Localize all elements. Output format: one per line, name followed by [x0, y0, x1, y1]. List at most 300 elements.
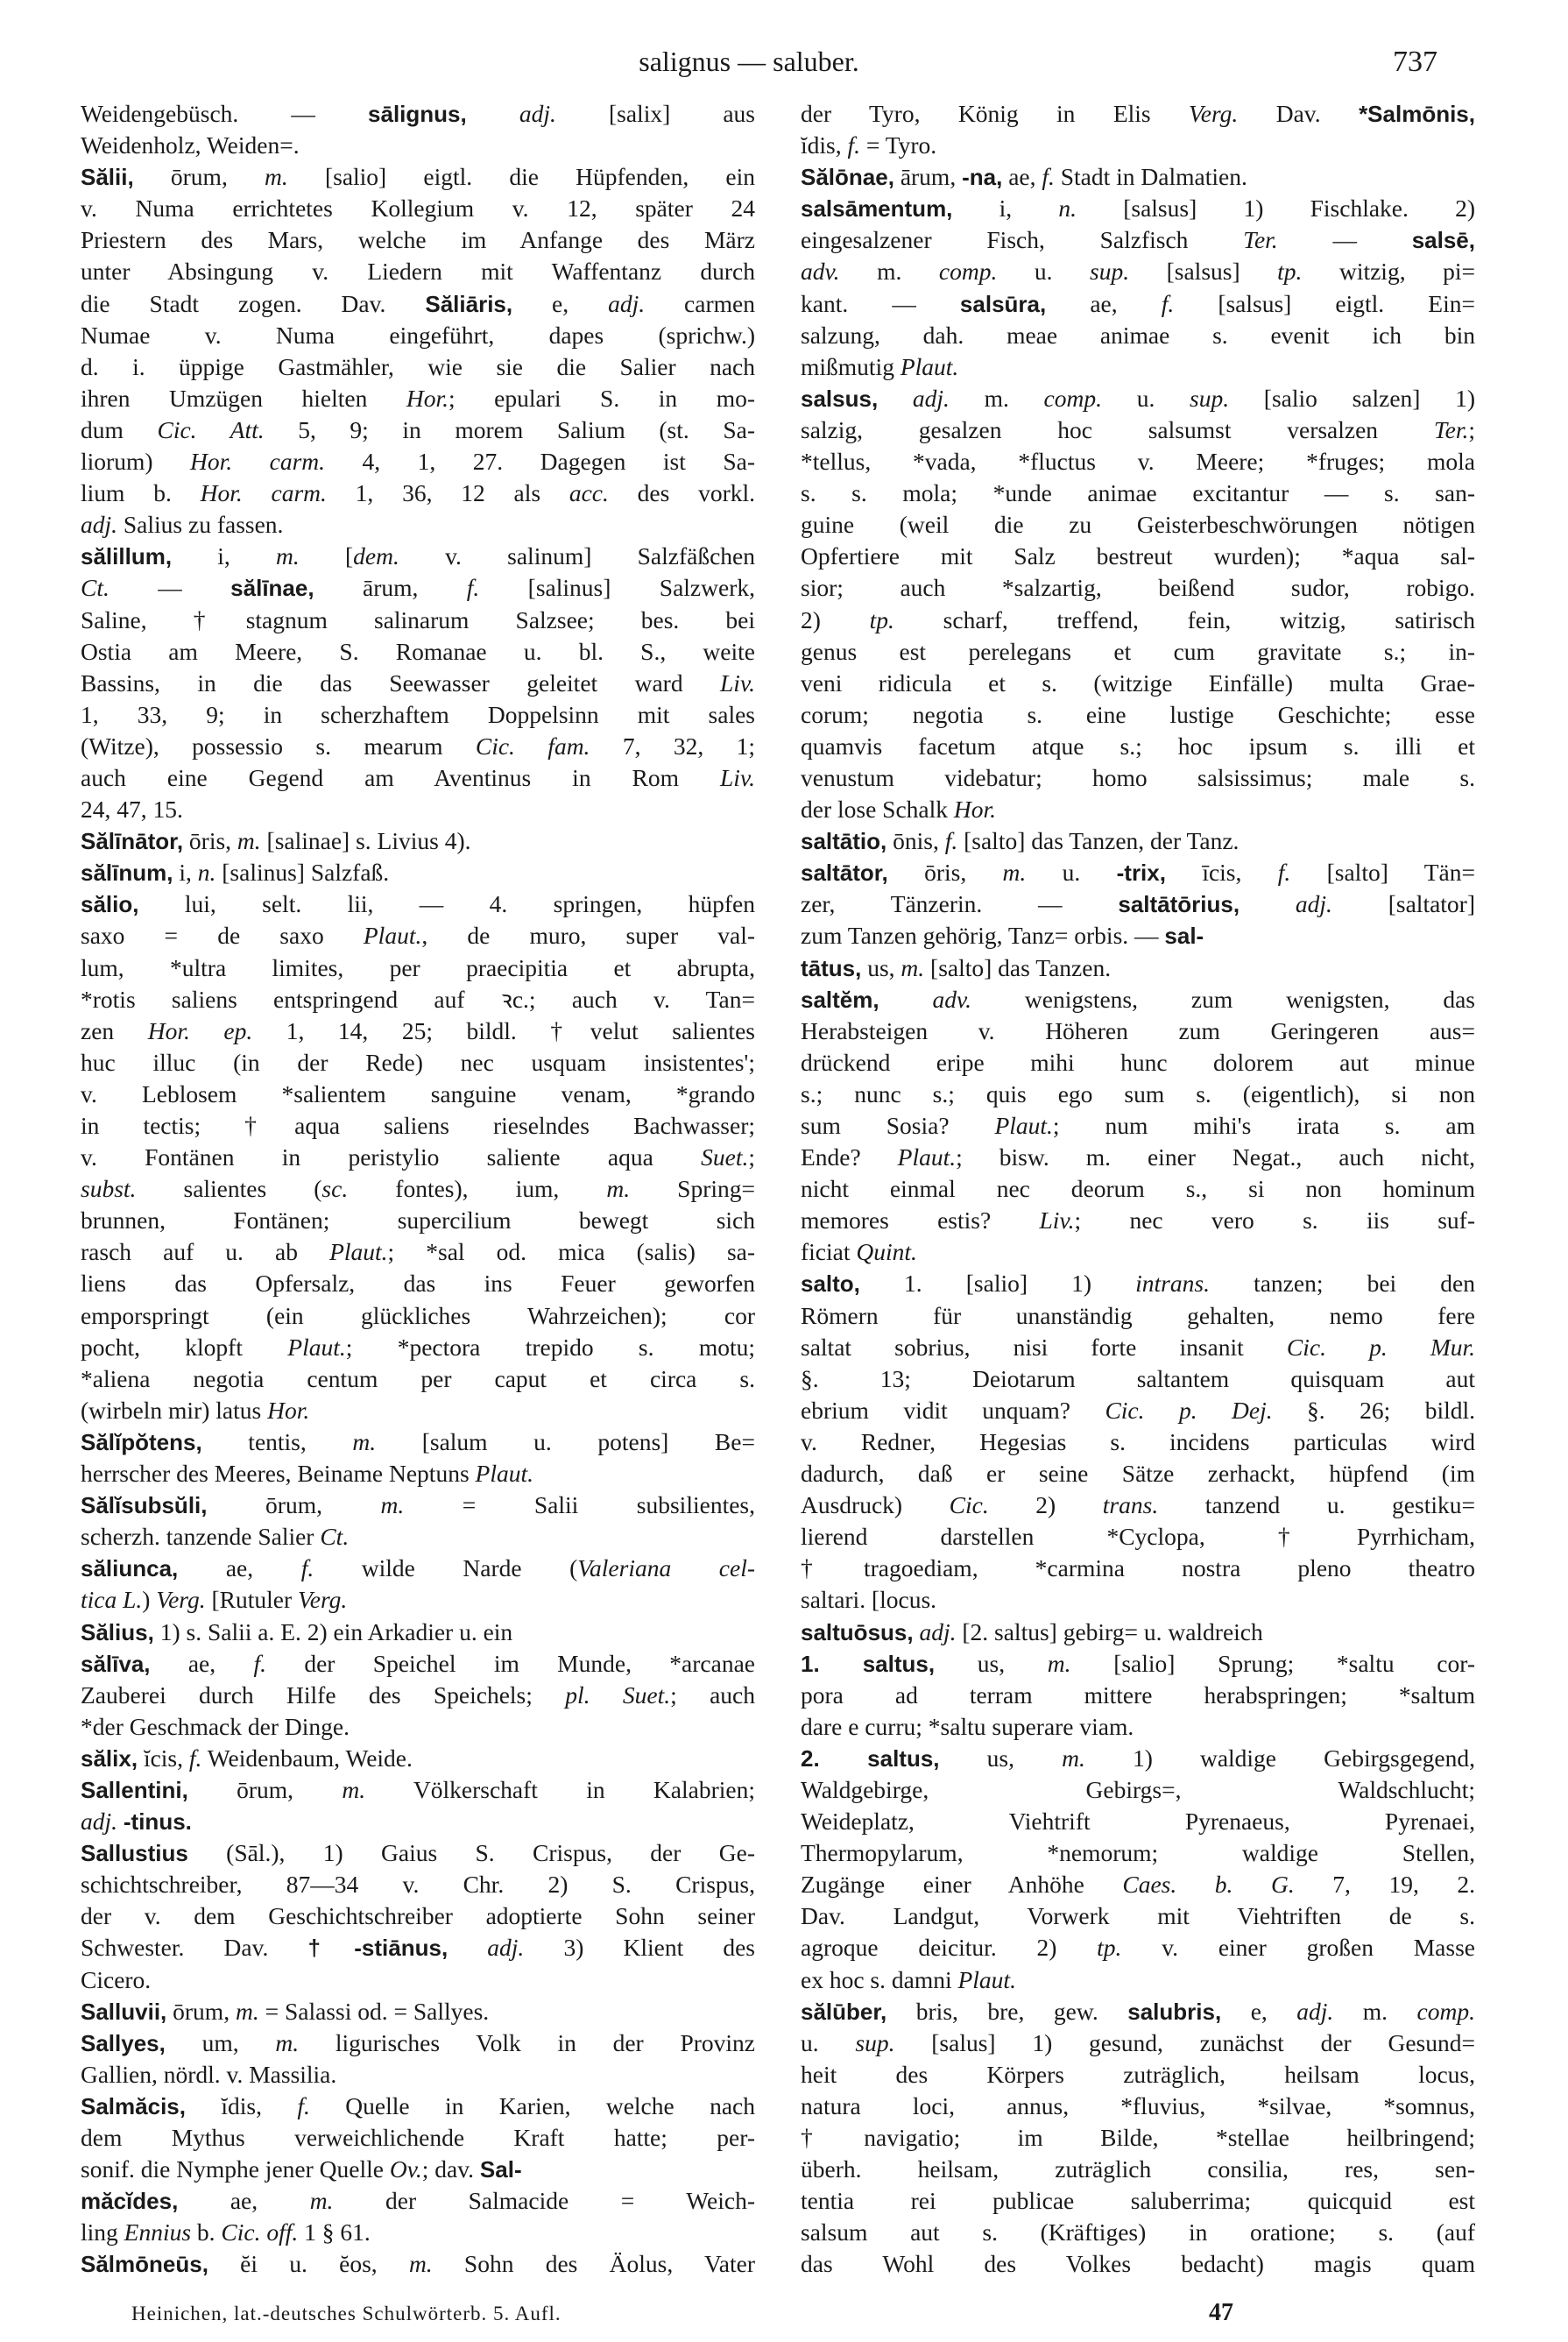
italic-text: Liv. — [720, 763, 755, 791]
text-run: brunnen, Fontänen; supercilium bewegt sich — [81, 1206, 755, 1235]
text-line — [801, 1268, 1475, 1299]
text-line — [81, 161, 755, 193]
text-run: salsum aut s. (Kräftiges) in oratione; s. (auf — [801, 2218, 1475, 2246]
text-line — [801, 1806, 1475, 1837]
text-line — [801, 920, 1475, 952]
text-line — [81, 2027, 755, 2059]
text-line — [801, 1047, 1475, 1079]
text-run: ihren Umzügen hielten — [81, 384, 406, 412]
italic-text: Cic. off. — [221, 2218, 299, 2246]
headword: salsus, — [801, 385, 879, 412]
text-line — [81, 2059, 755, 2091]
text-line — [801, 1079, 1475, 1110]
text-run: ; *sal od. mica (salis) sa- — [387, 1238, 755, 1266]
italic-text: m. — [237, 827, 261, 855]
headword: sălīnae, — [230, 575, 314, 602]
text-line — [81, 825, 755, 857]
text-run: saltari. [locus. — [801, 1586, 937, 1614]
text-run: 7, 32, 1; — [590, 732, 755, 760]
text-run: Weidenbaum, Weide. — [201, 1744, 413, 1772]
italic-text: adv. — [801, 258, 840, 286]
text-line — [81, 383, 755, 414]
text-line — [81, 1837, 755, 1869]
italic-text: m. — [265, 163, 288, 191]
headword: -na, — [962, 164, 1003, 191]
text-run: [salsus] — [1129, 258, 1278, 286]
text-run: ĕi u. ĕos, — [208, 2250, 409, 2278]
italic-text: adj. — [1295, 890, 1332, 918]
text-line — [801, 1869, 1475, 1900]
text-line — [801, 1932, 1475, 1963]
text-run: ; epulari S. in mo- — [449, 384, 755, 412]
text-run: ; — [1468, 415, 1475, 443]
text-run: v. salinum] Salzfäßchen — [399, 542, 755, 570]
italic-text: Ct. — [81, 574, 109, 602]
text-run: 1, 14, 25; bildl. †velut salientes — [252, 1016, 755, 1044]
italic-text: Plaut. — [900, 352, 959, 380]
italic-text: Ennius — [124, 2218, 192, 2246]
italic-text: m. — [606, 1175, 631, 1203]
text-run: ficiat — [801, 1238, 857, 1266]
text-run: u. — [997, 258, 1091, 286]
text-run: huc illuc (in der Rede) nec usquam insistentes'; — [81, 1048, 755, 1076]
text-run: Weidenholz, Weiden=. — [81, 131, 300, 159]
italic-text: adj. — [519, 100, 556, 127]
headword: saltātōrius, — [1118, 891, 1240, 918]
text-run: e, — [512, 289, 609, 317]
headword: sălio, — [81, 891, 139, 918]
text-run: der Tyro, König in Elis — [801, 100, 1190, 127]
text-line — [81, 1584, 755, 1616]
text-run: drückend eripe mihi hunc dolorem aut minue — [801, 1048, 1475, 1076]
text-line — [801, 1837, 1475, 1869]
text-run: us, — [935, 1649, 1048, 1677]
text-line — [801, 2122, 1475, 2154]
text-line — [801, 825, 1475, 857]
text-line — [801, 478, 1475, 509]
text-run: pocht, klopft — [81, 1333, 288, 1361]
text-run: ae, — [178, 2187, 310, 2215]
text-run: ĭcis, — [138, 1744, 189, 1772]
text-run: ōrum, — [207, 1491, 381, 1519]
text-run: 2) — [801, 605, 870, 633]
text-line — [81, 1932, 755, 1963]
text-line — [801, 130, 1475, 161]
text-run — [448, 1934, 487, 1961]
text-run: 2) — [988, 1491, 1103, 1519]
text-line — [81, 572, 755, 604]
text-line — [81, 857, 755, 888]
text-run: 4, 1, 27. Dagegen ist Sa- — [325, 448, 755, 476]
headword: salubris, — [1127, 1998, 1222, 2025]
headword: 1. saltus, — [801, 1650, 936, 1677]
italic-text: Hor. — [406, 384, 449, 412]
text-line — [81, 1743, 755, 1774]
text-run: ārum, — [314, 574, 467, 602]
text-line — [81, 193, 755, 224]
text-run: v. Redner, Hegesias s. incidens particulas wird — [801, 1427, 1475, 1455]
text-run: mißmutig — [801, 352, 901, 380]
text-line — [81, 446, 755, 478]
text-run: heit des Körpers zuträglich, heilsam locus, — [801, 2060, 1475, 2088]
italic-text: f. — [1042, 163, 1055, 191]
text-line — [81, 605, 755, 636]
text-run: 5, 9; in morem Salium (st. Sa- — [264, 415, 755, 443]
text-line — [81, 1047, 755, 1079]
text-run: (Witze), possessio s. mearum — [81, 732, 476, 760]
italic-text: m. — [235, 1997, 259, 2025]
headword: sālignus, — [368, 101, 467, 127]
italic-text: sup. — [1190, 384, 1230, 412]
italic-text: m. — [408, 2250, 433, 2278]
italic-text: adv. — [932, 985, 972, 1013]
text-run: ōnis, — [886, 827, 945, 855]
text-run: u. — [801, 2028, 856, 2056]
text-line — [81, 256, 755, 287]
text-run: ; dav. — [421, 2155, 480, 2183]
text-run: Numae v. Numa eingeführt, dapes (sprichw.) — [81, 321, 755, 349]
text-run: [salto] Tän= — [1290, 859, 1475, 887]
italic-text: Hor. carm. — [200, 479, 327, 507]
text-run: emporspringt (ein glückliches Wahrzeichen); cor — [81, 1301, 755, 1329]
text-run: zen — [81, 1016, 148, 1044]
text-run: tentia rei publicae saluberrima; quicquid est — [801, 2187, 1475, 2215]
text-run: [salio salzen] 1) — [1229, 384, 1475, 412]
italic-text: Plaut. — [363, 922, 422, 950]
text-line — [801, 1553, 1475, 1584]
text-run: †tragoediam, *carmina nostra pleno theatro — [801, 1554, 1475, 1582]
text-run: ōris, — [183, 827, 237, 855]
text-run: sonif. die Nymphe jener Quelle — [81, 2155, 390, 2183]
text-line — [801, 1426, 1475, 1458]
text-run: Schwester. Dav. — [81, 1934, 308, 1962]
text-line — [801, 2027, 1475, 2059]
headword: Sălii, — [81, 164, 134, 191]
text-run: Dav. — [1238, 100, 1360, 127]
text-line — [801, 888, 1475, 920]
text-run: *tellus, *vada, *fluctus v. Meere; *fruges; mola — [801, 448, 1475, 476]
text-run: (wirbeln mir) latus — [81, 1396, 268, 1424]
text-run: dem Mythus verweichlichende Kraft hatte; per- — [81, 2124, 755, 2151]
text-line — [81, 2091, 755, 2122]
text-line — [801, 1236, 1475, 1268]
text-run: rasch auf u. ab — [81, 1238, 330, 1266]
headword: saltātio, — [801, 828, 887, 855]
text-run: der Speichel im Munde, *arcanae — [266, 1649, 755, 1677]
text-run: corum; negotia s. eine lustige Geschichte; esse — [801, 700, 1475, 728]
text-run: der lose Schalk — [801, 796, 954, 824]
text-line — [81, 320, 755, 351]
text-run: — — [109, 574, 231, 602]
text-line — [801, 1142, 1475, 1173]
text-run: i, — [172, 542, 277, 570]
text-run: — — [1277, 226, 1412, 254]
text-run: i, — [173, 859, 198, 887]
text-line — [801, 509, 1475, 541]
text-run: quamvis facetum atque s.; hoc ipsum s. illi et — [801, 732, 1475, 760]
text-line — [81, 414, 755, 446]
text-run: pora ad terram mittere herabspringen; *saltum — [801, 1680, 1475, 1709]
italic-text: Cic. fam. — [475, 732, 590, 760]
text-line — [81, 1236, 755, 1268]
italic-text: Plaut. — [475, 1460, 533, 1488]
text-line — [81, 984, 755, 1015]
headword: sălūber, — [801, 1998, 887, 2025]
text-run: 1. [salio] 1) — [859, 1270, 1136, 1298]
text-line — [801, 1617, 1475, 1648]
italic-text: m. — [901, 953, 925, 981]
italic-text: m. — [1002, 859, 1027, 887]
text-run: (Sāl.), 1) Gaius S. Crispus, der Ge- — [187, 1839, 755, 1867]
text-run: salzig, gesalzen hoc salsumst versalzen — [801, 415, 1434, 443]
italic-text: adj. — [81, 1808, 118, 1836]
headword: Sallustius — [81, 1840, 188, 1867]
italic-text: comp. — [938, 258, 998, 286]
italic-text: Cic. p. Mur. — [1286, 1333, 1475, 1361]
headword: Sălĭsubsŭli, — [81, 1492, 208, 1519]
text-line — [801, 351, 1475, 383]
text-run: m. — [1333, 1997, 1417, 2025]
text-run: ; nec vero s. iis suf- — [1074, 1206, 1475, 1235]
italic-text: Hor. — [953, 796, 997, 824]
text-run: salientes ( — [136, 1175, 322, 1203]
text-run: Opfertiere mit Salz bestreut wurden); *aqua sal- — [801, 542, 1475, 570]
text-line — [81, 478, 755, 509]
text-line — [801, 2059, 1475, 2091]
text-line — [801, 541, 1475, 572]
text-run: b. — [191, 2218, 222, 2246]
text-line — [81, 541, 755, 572]
text-line — [81, 2122, 755, 2154]
text-run: des vorkl. — [608, 479, 755, 507]
text-run: [salinae] s. Livius 4). — [260, 827, 471, 855]
headword: saltātor, — [801, 860, 888, 887]
text-run: Ende? — [801, 1143, 898, 1171]
text-line — [81, 1332, 755, 1363]
headword: tātus, — [801, 954, 862, 981]
text-line — [81, 731, 755, 762]
text-run: scharf, treffend, fein, witzig, satirisch — [893, 605, 1475, 633]
text-line — [801, 857, 1475, 888]
text-run: ĭdis, — [801, 131, 848, 159]
text-run: guine (weil die zu Geisterbeschwörungen nötigen — [801, 511, 1475, 539]
text-line — [801, 1015, 1475, 1047]
text-line — [801, 2185, 1475, 2217]
text-run: liens das Opfersalz, das ins Feuer geworfen — [81, 1270, 755, 1298]
italic-text: sup. — [1090, 258, 1130, 286]
text-line — [81, 668, 755, 699]
text-line — [801, 952, 1475, 984]
text-run: ae, — [178, 1554, 301, 1582]
text-run: m. — [949, 384, 1044, 412]
text-run: 3) Klient des — [524, 1934, 755, 1962]
text-run: 1, 33, 9; in scherzhaftem Doppelsinn mit sales — [81, 700, 755, 728]
headword: sălīnum, — [81, 860, 173, 887]
text-line — [81, 762, 755, 794]
headword: -trix, — [1116, 860, 1166, 887]
text-line — [81, 920, 755, 952]
text-run: ae, — [150, 1649, 254, 1677]
text-line — [81, 1142, 755, 1173]
left-column — [81, 98, 755, 2280]
text-line — [801, 1648, 1475, 1680]
text-run: *rotis saliens entspringend auf ꝛc.; auch v. Tan= — [81, 985, 755, 1013]
text-run: v. Fontänen in peristylio saliente aqua — [81, 1143, 702, 1171]
text-line — [801, 256, 1475, 287]
text-run: ae, — [1002, 163, 1042, 191]
text-run: Ostia am Meere, S. Romanae u. bl. S., weite — [81, 637, 755, 665]
text-line — [81, 1964, 755, 1996]
headword: sălix, — [81, 1744, 138, 1772]
text-line — [81, 1869, 755, 1900]
italic-text: Hor. ep. — [147, 1016, 253, 1044]
text-run: überh. heilsam, zuträglich consilia, res, sen- — [801, 2155, 1475, 2183]
headword: salsāmentum, — [801, 195, 953, 223]
text-run: Weideplatz, Viehtrift Pyrenaeus, Pyrenaei, — [801, 1808, 1475, 1836]
text-run: carmen — [645, 289, 755, 317]
text-run: [salto] das Tanzen. — [924, 953, 1112, 981]
text-line — [81, 699, 755, 731]
text-run: ; auch — [670, 1680, 755, 1709]
text-run: v. einer großen Masse — [1121, 1934, 1475, 1962]
text-line — [801, 2091, 1475, 2122]
text-run: veni ridicula et s. (witzige Einfälle) multa Grae- — [801, 669, 1475, 697]
italic-text: Cic. Att. — [157, 415, 265, 443]
italic-text: Valeriana cel- — [577, 1554, 755, 1582]
text-line — [801, 1395, 1475, 1426]
text-line — [81, 1173, 755, 1205]
text-run — [467, 100, 519, 127]
text-line — [801, 2248, 1475, 2280]
text-line — [801, 2217, 1475, 2248]
italic-text: Plaut. — [994, 1112, 1053, 1139]
headword: salsūra, — [959, 290, 1047, 317]
text-run: Weidengebüsch. — — [81, 100, 369, 127]
text-run — [117, 1808, 124, 1835]
text-run: 1) waldige Gebirgsgegend, — [1084, 1744, 1475, 1772]
text-run: zer, Tänzerin. — — [801, 890, 1119, 918]
headword: Sallentini, — [81, 1776, 188, 1803]
italic-text: adj. — [81, 511, 118, 539]
text-run: zum Tanzen gehörig, Tanz= orbis. — — [801, 922, 1165, 950]
text-run: ; bisw. m. einer Negat., auch nicht, — [956, 1143, 1475, 1171]
text-run: [salio] eigtl. die Hüpfenden, ein — [287, 163, 755, 191]
text-line — [801, 794, 1475, 825]
text-run: natura loci, annus, *fluvius, *silvae, *somnus, — [801, 2091, 1475, 2119]
headword: Sallyes, — [81, 2029, 166, 2056]
italic-text: comp. — [1043, 384, 1102, 412]
text-run: ōris, — [887, 859, 1003, 887]
headword: sal- — [1164, 923, 1204, 950]
text-run: §. 13; Deiotarum saltantem quisquam aut — [801, 1364, 1475, 1392]
text-run: [salio] Sprung; *saltu cor- — [1070, 1649, 1475, 1677]
italic-text: Caes. b. G. — [1122, 1871, 1295, 1899]
italic-text: adj. — [912, 384, 950, 412]
italic-text: m. — [342, 1775, 366, 1803]
text-run: ae, — [1046, 289, 1162, 317]
text-run: lierend darstellen *Cyclopa, †Pyrrhicham, — [801, 1523, 1475, 1551]
text-line — [81, 1900, 755, 1932]
italic-text: Ter. — [1243, 226, 1278, 254]
text-run: §. 26; bildl. — [1272, 1396, 1475, 1424]
italic-text: Ov. — [389, 2155, 422, 2183]
page-number: 737 — [1393, 46, 1437, 78]
italic-text: tp. — [1277, 258, 1303, 286]
italic-text: Liv. — [720, 669, 755, 697]
text-run: in tectis; †aqua saliens rieselndes Bachwasser; — [81, 1112, 755, 1139]
text-line — [81, 1489, 755, 1521]
text-run: salzung, dah. meae animae s. evenit ich bin — [801, 321, 1475, 349]
headword: saltĕm, — [801, 986, 879, 1013]
text-run: tentis, — [201, 1427, 353, 1455]
headword: Sălĭpŏtens, — [81, 1428, 202, 1455]
text-run: Stadt in Dalmatien. — [1054, 163, 1247, 191]
text-run: schichtschreiber, 87—34 v. Chr. 2) S. Crispus, — [81, 1871, 755, 1899]
text-run: Priestern des Mars, welche im Anfange des März — [81, 226, 755, 254]
text-run: Thermopylarum, *nemorum; waldige Stellen, — [801, 1839, 1475, 1867]
text-line — [81, 2185, 755, 2217]
text-run: ; num mihi's irata s. am — [1052, 1112, 1475, 1139]
text-run: Salius zu fassen. — [117, 511, 284, 539]
text-line — [81, 1426, 755, 1458]
text-run: liorum) — [81, 448, 190, 476]
text-line — [81, 98, 755, 130]
headword: saltuōsus, — [801, 1618, 914, 1645]
text-line — [81, 1617, 755, 1648]
text-run: eingesalzener Fisch, Salzfisch — [801, 226, 1244, 254]
italic-text: m. — [380, 1491, 405, 1519]
italic-text: tica L. — [81, 1586, 143, 1614]
italic-text: Hor. — [267, 1396, 310, 1424]
text-run: †navigatio; im Bilde, *stellae heilbringend; — [801, 2124, 1475, 2151]
text-run: wenigstens, zum wenigsten, das — [971, 985, 1475, 1013]
text-line — [801, 193, 1475, 224]
text-run: 1 § 61. — [298, 2218, 371, 2246]
text-run: [salinus] Salzfaß. — [215, 859, 390, 887]
text-line — [801, 668, 1475, 699]
text-run — [878, 385, 913, 412]
headword: -tinus. — [123, 1808, 192, 1836]
italic-text: Liv. — [1039, 1206, 1075, 1235]
text-line — [801, 1743, 1475, 1774]
text-run: Spring= — [630, 1175, 755, 1203]
text-line — [801, 1584, 1475, 1616]
headword: Salmăcis, — [81, 2092, 186, 2119]
text-run: auch eine Gegend am Aventinus in Rom — [81, 763, 721, 791]
text-line — [801, 1680, 1475, 1711]
headword: salto, — [801, 1270, 860, 1298]
italic-text: Ct. — [320, 1523, 350, 1551]
italic-text: f. — [1161, 289, 1175, 317]
text-run: Saline, †stagnum salinarum Salzsee; bes. bei — [81, 605, 755, 633]
text-run: lium b. — [81, 479, 201, 507]
text-run: ) — [142, 1586, 157, 1614]
text-run: wilde Narde ( — [314, 1554, 578, 1582]
text-run: u. — [1026, 859, 1117, 887]
text-line — [801, 1363, 1475, 1395]
text-run: s. s. mola; *unde animae excitantur — s. san- — [801, 479, 1475, 507]
text-run: u. — [1102, 384, 1190, 412]
text-run: [salix] aus — [555, 100, 755, 127]
italic-text: Cic. — [949, 1491, 989, 1519]
text-run: = Tyro. — [860, 131, 937, 159]
text-run: i, — [952, 195, 1059, 223]
text-run: ōrum, — [166, 1997, 236, 2025]
italic-text: f. — [944, 827, 958, 855]
italic-text: intrans. — [1135, 1270, 1210, 1298]
text-line — [81, 1268, 755, 1299]
text-run: dadurch, daß er seine Sätze zerhackt, hüpfend (im — [801, 1460, 1475, 1488]
